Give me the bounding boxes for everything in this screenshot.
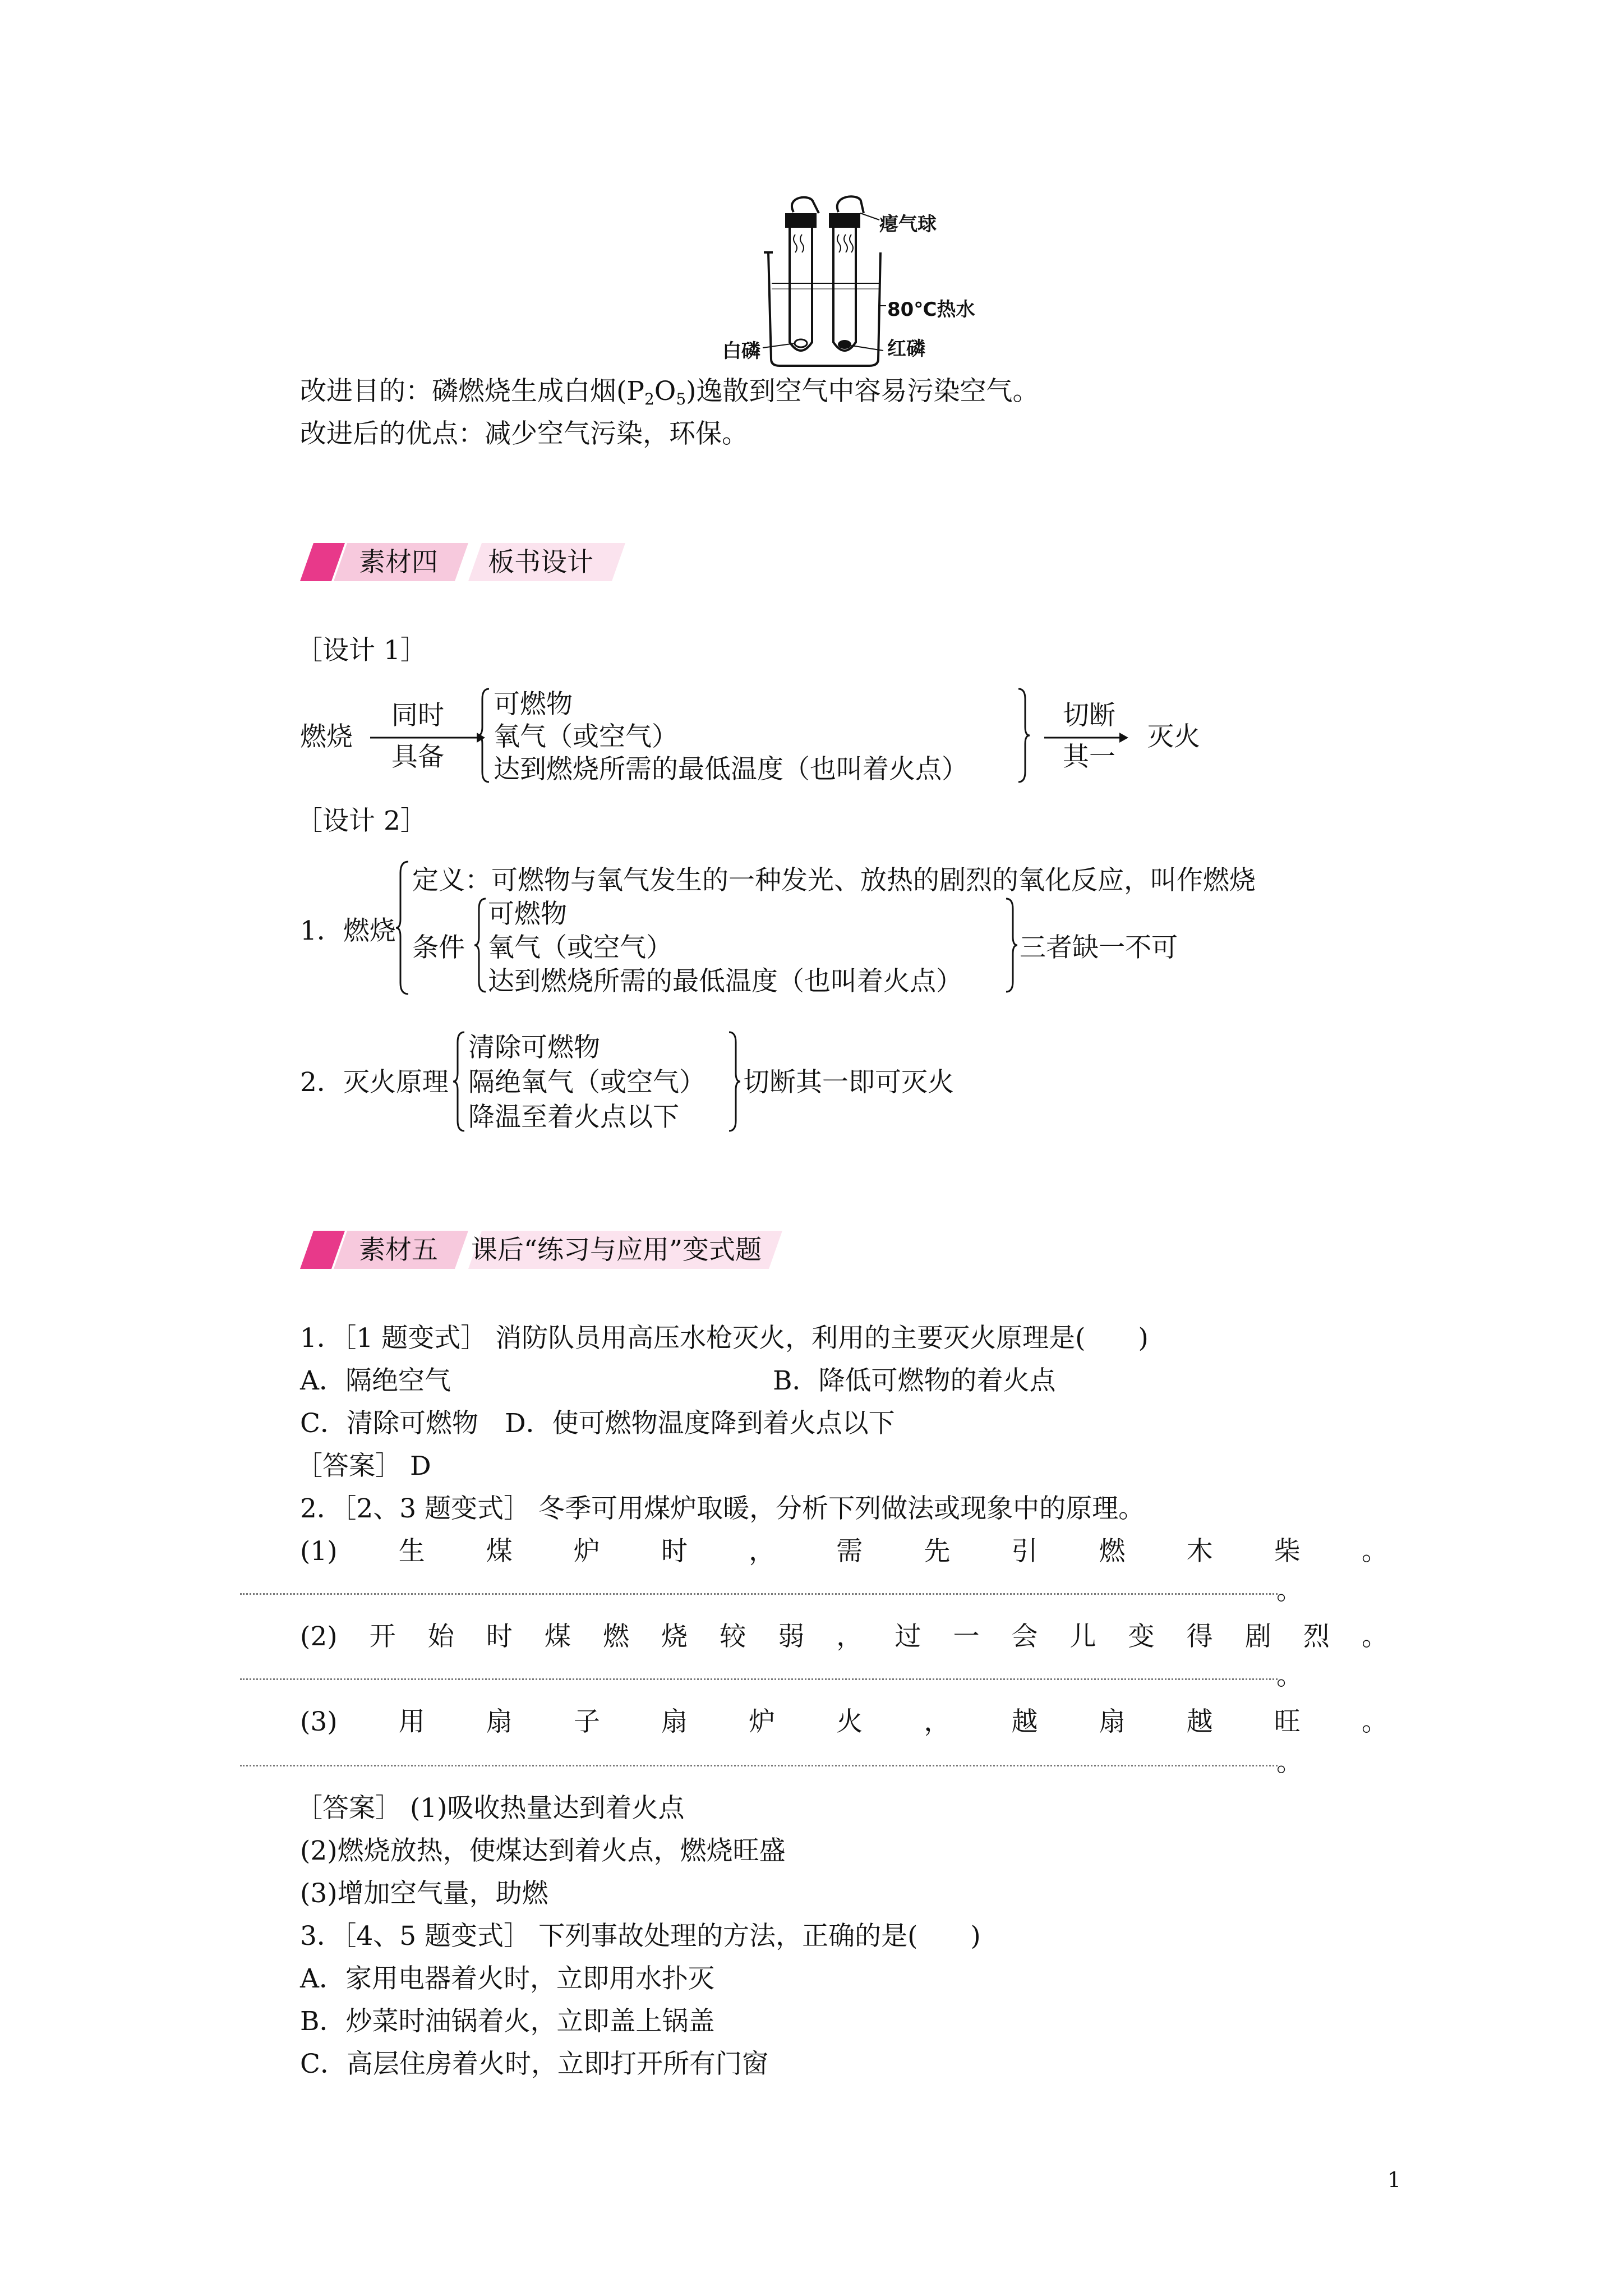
design2-item2-label: 2．灭火原理 — [300, 1067, 449, 1098]
design1-cut-top: 切断 — [1063, 700, 1115, 731]
design2-conditions-note: 三者缺一不可 — [1020, 932, 1178, 963]
improve-purpose: 改进目的：磷燃烧生成白烟$(P_2O_5)$逸散到空气中容易污染空气。 — [300, 376, 1039, 408]
answer-blank-1[interactable] — [240, 1593, 1278, 1595]
banner-4-tag: 素材四 — [359, 547, 438, 578]
q2-part-3: (3) 用 扇 子 扇 炉 火 ， 越 扇 越 旺 。 — [300, 1706, 1388, 1737]
q2-part-1: (1) 生 煤 炉 时 ， 需 先 引 燃 木 柴 。 — [300, 1536, 1388, 1567]
q1-option-a: A．隔绝空气 — [300, 1365, 451, 1396]
q2-answer-3: (3)增加空气量，助燃 — [300, 1878, 548, 1909]
right-brace-icon — [1004, 898, 1017, 993]
q1-option-b: B．降低可燃物的着火点 — [773, 1365, 1056, 1396]
design1-item-1: 可燃物 — [494, 689, 573, 720]
design1-item-3: 达到燃烧所需的最低温度（也叫着火点） — [494, 754, 968, 785]
banner-5-tag: 素材五 — [359, 1235, 438, 1266]
answer-blank-2[interactable] — [240, 1678, 1278, 1680]
page-number: 1 — [1387, 2168, 1401, 2192]
left-brace-icon — [396, 861, 409, 995]
arrow-right-icon — [370, 729, 485, 746]
blank-1-period: 。 — [1276, 1575, 1303, 1606]
q1-answer: ［答案］ D — [296, 1451, 431, 1481]
answer-blank-3[interactable] — [240, 1765, 1278, 1766]
label-hotwater: 80℃热水 — [887, 298, 975, 321]
design1-burn: 燃烧 — [300, 721, 353, 752]
right-brace-icon — [1016, 688, 1030, 783]
design1-heading: ［设计 1］ — [296, 635, 427, 666]
design2-condition-2: 氧气（或空气） — [488, 932, 672, 963]
left-brace-icon — [478, 688, 491, 783]
q3-option-a: A．家用电器着火时，立即用水扑灭 — [300, 1963, 714, 1994]
design2-definition: 定义：可燃物与氧气发生的一种发光、放热的剧烈的氧化反应，叫作燃烧 — [412, 865, 1256, 896]
design1-item-2: 氧气（或空气） — [494, 721, 678, 752]
design2-principle-2: 隔绝氧气（或空气） — [468, 1067, 706, 1098]
banner-4-title: 板书设计 — [488, 547, 593, 578]
q2-stem: 2．［2、3 题变式］ 冬季可用煤炉取暖，分析下列做法或现象中的原理。 — [300, 1493, 1145, 1524]
left-brace-icon — [453, 1031, 467, 1132]
design2-heading: ［设计 2］ — [296, 806, 427, 836]
q3-stem: 3．［4、5 题变式］ 下列事故处理的方法，正确的是( ) — [300, 1921, 981, 1952]
design1-cut-bottom: 其一 — [1063, 742, 1115, 772]
q2-answer-2: (2)燃烧放热，使煤达到着火点，燃烧旺盛 — [300, 1835, 786, 1866]
q1-option-cd: C．清除可燃物 D．使可燃物温度降到着火点以下 — [300, 1408, 895, 1439]
label-balloon: 瘪气球 — [879, 213, 937, 236]
label-red-phosphorus: 红磷 — [887, 338, 925, 360]
blank-2-period: 。 — [1276, 1660, 1303, 1691]
design2-principles-note: 切断其一即可灭火 — [743, 1067, 954, 1098]
blank-3-period: 。 — [1276, 1747, 1303, 1778]
left-brace-icon — [474, 898, 488, 993]
design1-result: 灭火 — [1147, 721, 1200, 752]
banner-5-title: 课后“练习与应用”变式题 — [471, 1235, 762, 1266]
design2-condition-label: 条件 — [412, 932, 465, 963]
design2-principle-3: 降温至着火点以下 — [468, 1102, 679, 1133]
q2-part-2: (2) 开 始 时 煤 燃 烧 较 弱 ， 过 一 会 儿 变 得 剧 烈 。 — [300, 1621, 1388, 1652]
q2-answer-1: ［答案］ (1)吸收热量达到着火点 — [296, 1793, 685, 1824]
design1-arrow-top: 同时 — [391, 700, 444, 731]
label-white-phosphorus: 白磷 — [722, 340, 760, 362]
design2-condition-3: 达到燃烧所需的最低温度（也叫着火点） — [488, 966, 962, 997]
design2-principle-1: 清除可燃物 — [468, 1032, 600, 1063]
design1-arrow-bottom: 具备 — [391, 742, 444, 772]
improve-advantage: 改进后的优点：减少空气污染，环保。 — [300, 418, 748, 449]
q3-option-b: B．炒菜时油锅着火，立即盖上锅盖 — [300, 2006, 715, 2037]
q1-stem: 1．［1 题变式］ 消防队员用高压水枪灭火，利用的主要灭火原理是( ) — [300, 1323, 1149, 1354]
design2-condition-1: 可燃物 — [488, 899, 567, 930]
design2-item1-label: 1．燃烧 — [300, 915, 396, 946]
q3-option-c: C．高层住房着火时，立即打开所有门窗 — [300, 2049, 768, 2079]
right-brace-icon — [727, 1031, 740, 1132]
arrow-right-icon — [1044, 729, 1128, 746]
